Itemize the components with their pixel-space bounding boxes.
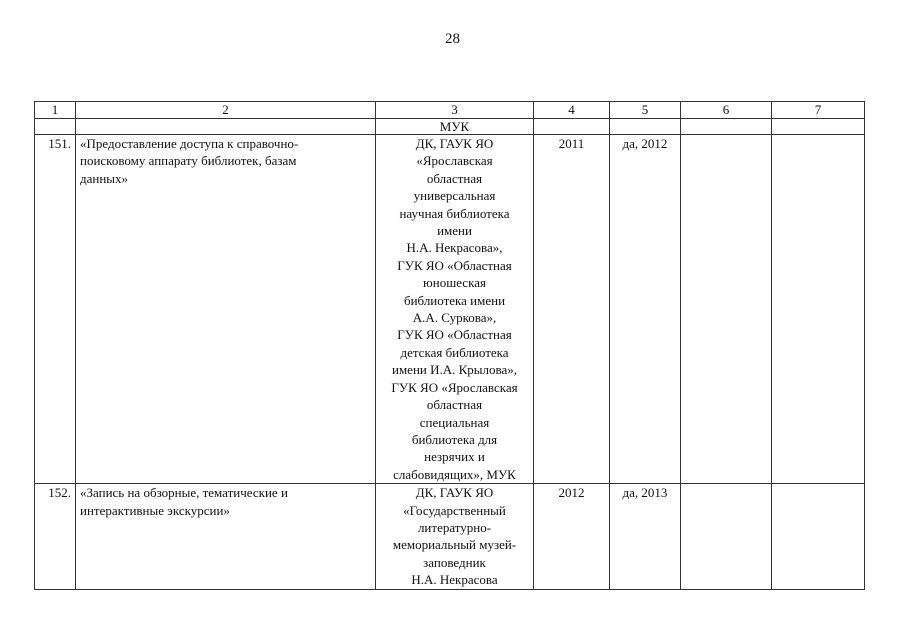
column-header-row bbox=[35, 102, 865, 119]
column-header: 6 bbox=[681, 102, 772, 119]
column-header: 3 bbox=[376, 102, 534, 119]
column-header: 7 bbox=[772, 102, 865, 119]
column-header: 2 bbox=[76, 102, 376, 119]
executor-line: юношеская bbox=[423, 275, 486, 291]
section-row bbox=[35, 119, 865, 135]
executor-line: Н.А. Некрасова», bbox=[406, 240, 503, 256]
service-name bbox=[76, 135, 376, 484]
executor-line: «Ярославская bbox=[416, 153, 493, 169]
executor-line: «Государственный bbox=[403, 502, 506, 518]
column-header: 5 bbox=[610, 102, 681, 119]
table-body bbox=[35, 135, 865, 590]
service-name-line: поисковому аппарату библиотек, базам bbox=[80, 153, 297, 169]
section-label: МУК bbox=[376, 119, 534, 135]
executor-line: областная bbox=[426, 170, 483, 186]
executor-line: мемориальный музей- bbox=[392, 537, 517, 553]
cell-col5: да, 2012 bbox=[610, 135, 681, 484]
executor-line: Н.А. Некрасова bbox=[411, 572, 498, 588]
executor-line: библиотека имени bbox=[403, 292, 506, 308]
executor-line: детская библиотека bbox=[400, 344, 509, 360]
executor-line: литературно- bbox=[417, 519, 492, 535]
column-header: 1 bbox=[35, 102, 76, 119]
cell-col7 bbox=[772, 135, 865, 484]
executor-line: А.А. Суркова», bbox=[412, 310, 497, 326]
row-number: 151. bbox=[35, 135, 76, 484]
service-name-line: «Предоставление доступа к справочно- bbox=[80, 136, 299, 151]
table-row bbox=[35, 135, 865, 484]
executor-line: имени bbox=[437, 223, 472, 239]
document-table bbox=[34, 101, 865, 590]
service-name-line: интерактивные экскурсии» bbox=[80, 502, 230, 518]
service-name-line: «Запись на обзорные, тематические и bbox=[80, 485, 288, 501]
executor-line: заповедник bbox=[423, 554, 486, 570]
cell-col4: 2012 bbox=[534, 484, 610, 589]
cell-col7 bbox=[772, 484, 865, 589]
executor-line: незрячих и bbox=[424, 449, 485, 465]
executor-line: специальная bbox=[419, 414, 490, 430]
page-number: 28 bbox=[445, 31, 460, 47]
row-number: 152. bbox=[35, 484, 76, 589]
service-name bbox=[76, 484, 376, 589]
executor-line: ГУК ЯО «Областная bbox=[397, 327, 512, 343]
executor-line: слабовидящих», МУК bbox=[393, 466, 516, 482]
executor-line: ДК, ГАУК ЯО bbox=[415, 136, 494, 151]
table-row bbox=[35, 484, 865, 589]
cell-col5: да, 2013 bbox=[610, 484, 681, 589]
cell-col4: 2011 bbox=[534, 135, 610, 484]
executor-line: ДК, ГАУК ЯО bbox=[415, 485, 494, 501]
executor-line: универсальная bbox=[413, 188, 496, 204]
executor-line: ГУК ЯО «Ярославская bbox=[391, 379, 518, 395]
column-header: 4 bbox=[534, 102, 610, 119]
cell-col6 bbox=[681, 135, 772, 484]
executor-cell bbox=[376, 484, 534, 589]
cell-col6 bbox=[681, 484, 772, 589]
executor-line: библиотека для bbox=[411, 431, 498, 447]
executor-cell bbox=[376, 135, 534, 484]
service-name-line: данных» bbox=[80, 170, 129, 186]
executor-line: областная bbox=[426, 397, 483, 413]
executor-line: научная библиотека bbox=[399, 205, 510, 221]
executor-line: ГУК ЯО «Областная bbox=[397, 257, 512, 273]
executor-line: имени И.А. Крылова», bbox=[391, 362, 518, 378]
